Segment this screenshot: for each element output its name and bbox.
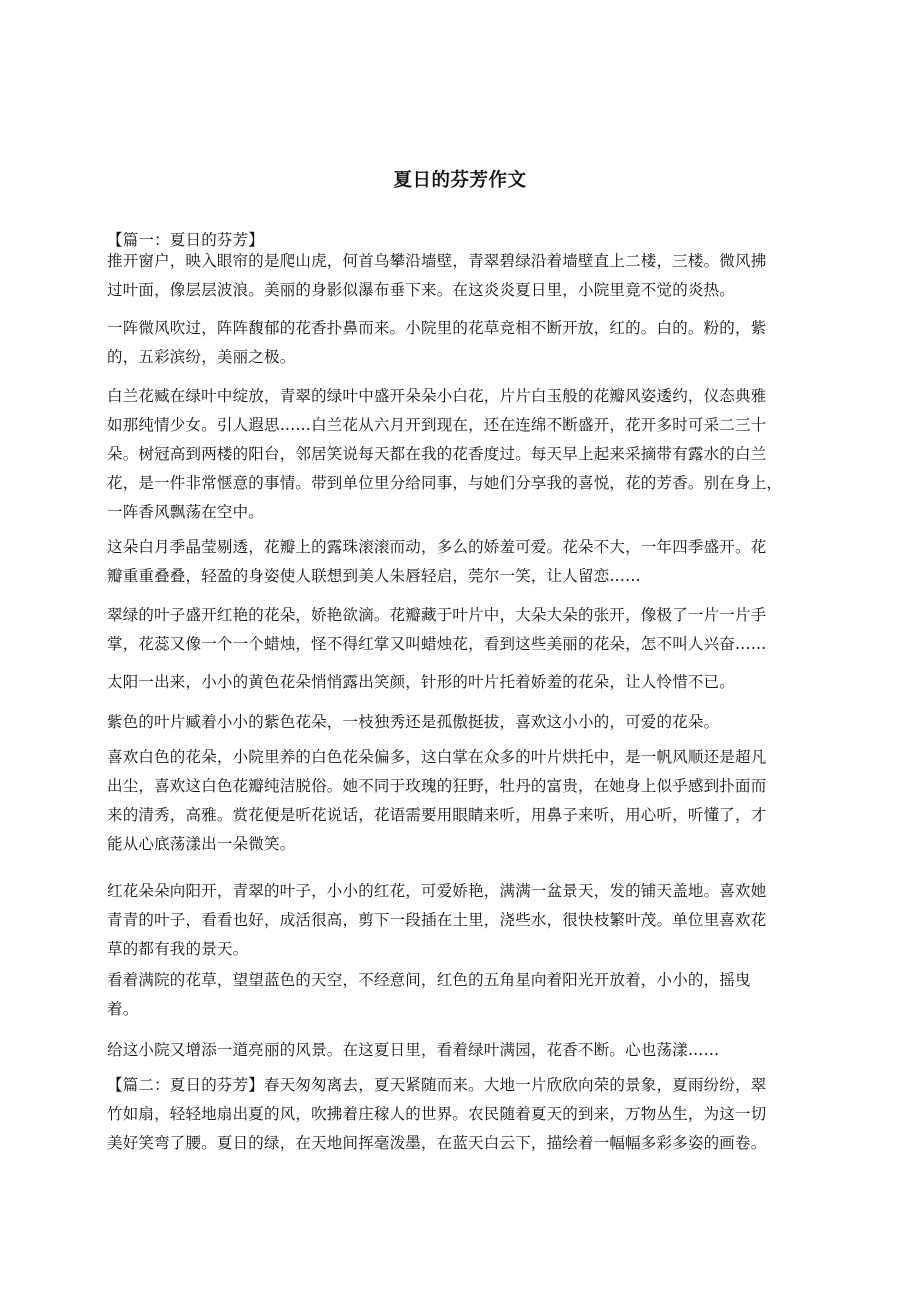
paragraph-line: 如那纯情少女。引人遐思……白兰花从六月开到现在，还在连绵不断盛开，花开多时可采二三十 (107, 416, 767, 434)
paragraph-line: 这朵白月季晶莹剔透，花瓣上的露珠滚滚而动，多么的娇羞可爱。花朵不大，一年四季盛开。花 (107, 538, 767, 556)
paragraph-line: 竹如扇，轻轻地扇出夏的风，吹拂着庄稼人的世界。农民随着夏天的到来，万物丛生，为这一切 (107, 1105, 767, 1123)
paragraph-line: 能从心底荡漾出一朵微笑。 (107, 835, 296, 853)
paragraph (107, 708, 827, 737)
paragraph (107, 668, 827, 697)
paragraph (107, 601, 827, 659)
paragraph-line: 出尘，喜欢这白色花瓣纯洁脱俗。她不同于玫瑰的狂野，牡丹的富贵，在她身上似乎感到扑面而 (107, 777, 767, 795)
paragraph-line: 紫色的叶片臧着小小的紫色花朵，一枝独秀还是孤傲挺拔，喜欢这小小的，可爱的花朵。 (107, 713, 720, 731)
paragraph (107, 247, 827, 305)
paragraph (107, 877, 827, 964)
paragraph-line: 来的清秀，高雅。赏花便是听花说话，花语需要用眼睛来听，用鼻子来听，用心听，听懂了，才 (107, 806, 767, 824)
paragraph-line: 推开窗户，映入眼帘的是爬山虎，何首乌攀沿墙壁，青翠碧绿沿着墙壁直上二楼，三楼。微风拂 (107, 252, 767, 270)
paragraph-line: 一阵香风飘荡在空中。 (107, 503, 265, 521)
paragraph-line: 草的都有我的景天。 (107, 940, 249, 958)
paragraph-line: 喜欢白色的花朵，小院里养的白色花朵偏多，这白掌在众多的叶片烘托中，是一帆风顺还是超凡 (107, 748, 767, 766)
paragraph-line: 给这小院又增添一道亮丽的风景。在这夏日里，看着绿叶满园，花香不断。心也荡漾…… (107, 1041, 720, 1059)
paragraph (107, 314, 827, 372)
paragraph-line: 的，五彩滨纷，美丽之极。 (107, 348, 296, 366)
paragraph-line: 掌，花蕊又像一个一个蜡烛，怪不得红掌又叫蜡烛花，看到这些美丽的花朵，怎不叫人兴奋…… (107, 635, 767, 653)
paragraph-line: 瓣重重叠叠，轻盈的身姿使人联想到美人朱唇轻启，莞尔一笑，让人留恋…… (107, 567, 641, 585)
paragraph (107, 1071, 827, 1158)
paragraph (107, 382, 827, 527)
paragraph-line: 朵。树冠高到两楼的阳台，邻居笑说每天都在我的花香度过。每天早上起来采摘带有露水的白兰 (107, 445, 767, 463)
paragraph-line: 【篇二：夏日的芬芳】春天匆匆离去，夏天紧随而来。大地一片欣欣向荣的景象，夏雨纷纷，翠 (107, 1076, 767, 1094)
paragraph (107, 966, 827, 1024)
paragraph-line: 花，是一件非常惬意的事情。带到单位里分给同事，与她们分享我的喜悦，花的芳香。别在身上， (107, 474, 783, 492)
paragraph-line: 美好笑弯了腰。夏日的绿，在天地间挥毫泼墨，在蓝天白云下，描绘着一幅幅多彩多姿的画卷。 (107, 1134, 767, 1152)
paragraph-line: 红花朵朵向阳开，青翠的叶子，小小的红花，可爱娇艳，满满一盆景天，发的铺天盖地。喜欢她 (107, 882, 767, 900)
paragraph-line: 白兰花臧在绿叶中绽放，青翠的绿叶中盛开朵朵小白花，片片白玉般的花瓣风姿逶约，仪态典雅 (107, 387, 767, 405)
paragraph-line: 看着满院的花草，望望蓝色的天空，不经意间，红色的五角星向着阳光开放着，小小的，摇曳 (107, 971, 751, 989)
paragraph-line: 着。 (107, 1000, 139, 1018)
paragraph (107, 533, 827, 591)
paragraph-line: 过叶面，像层层波浪。美丽的身影似瀑布垂下来。在这炎炎夏日里，小院里竟不觉的炎热。 (107, 281, 736, 299)
paragraph (107, 1036, 827, 1065)
paragraph-line: 太阳一出来，小小的黄色花朵悄悄露出笑颜，针形的叶片托着娇羞的花朵，让人怜惜不已。 (107, 673, 736, 691)
paragraph-line: 一阵微风吹过，阵阵馥郁的花香扑鼻而来。小院里的花草竞相不断开放，红的。白的。粉的，紫 (107, 319, 767, 337)
paragraph (107, 743, 827, 859)
paragraph-line: 翠绿的叶子盛开红艳的花朵，娇艳欲滴。花瓣藏于叶片中，大朵大朵的张开，像极了一片一片手 (107, 606, 767, 624)
paragraph-line: 青青的叶子，看看也好，成活很高，剪下一段插在土里，浇些水，很快枝繁叶茂。单位里喜欢花 (107, 911, 767, 929)
document-title: 夏日的芬芳作文 (393, 170, 527, 191)
paragraph-line: 【篇一：夏日的芬芳】 (107, 231, 265, 249)
